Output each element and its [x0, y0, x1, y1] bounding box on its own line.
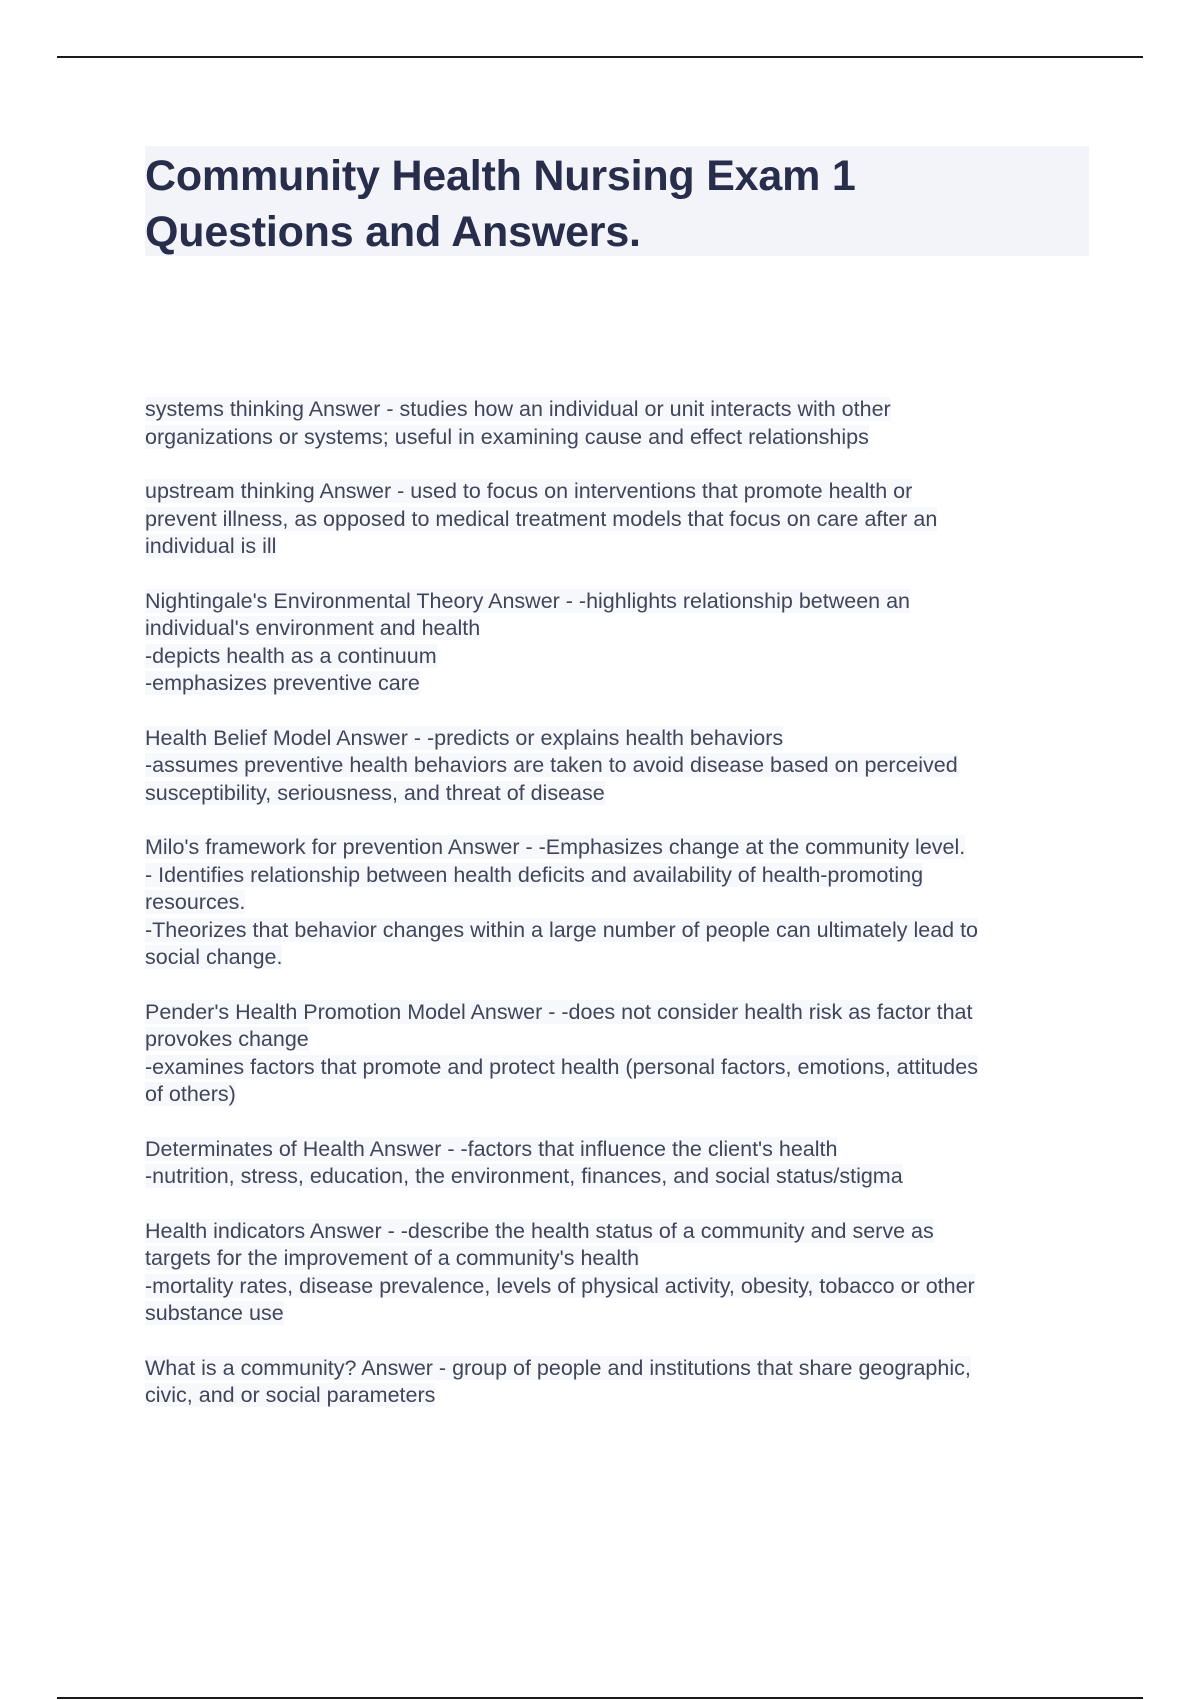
- qa-line: upstream thinking Answer - used to focus on interventions that promote health or: [145, 479, 913, 503]
- qa-line: -examines factors that promote and protect health (personal factors, emotions, attitudes: [145, 1054, 978, 1079]
- qa-line: individual's environment and health: [145, 616, 481, 640]
- qa-line: organizations or systems; useful in examining cause and effect relationships: [145, 424, 869, 449]
- qa-list: [145, 396, 1095, 1437]
- qa-line: -emphasizes preventive care: [145, 671, 420, 695]
- qa-line: Nightingale's Environmental Theory Answer - -highlights relationship between an: [145, 588, 910, 613]
- qa-line: Milo's framework for prevention Answer - -Emphasizes change at the community level.: [145, 835, 966, 859]
- qa-entry: [145, 1355, 1095, 1410]
- qa-line: susceptibility, seriousness, and threat of disease: [145, 780, 605, 805]
- qa-line: -Theorizes that behavior changes within a large number of people can ultimately lead to: [145, 917, 979, 942]
- qa-line: civic, and or social parameters: [145, 1383, 436, 1407]
- top-divider: [57, 56, 1143, 58]
- qa-line: individual is ill: [145, 534, 277, 558]
- qa-line: systems thinking Answer - studies how an individual or unit interacts with other: [145, 397, 891, 421]
- qa-line: provokes change: [145, 1027, 309, 1051]
- qa-line: Health Belief Model Answer - -predicts or explains health behaviors: [145, 725, 784, 750]
- title-line: Community Health Nursing Exam 1: [145, 152, 856, 200]
- qa-line: - Identifies relationship between health deficits and availability of health-promoting: [145, 862, 924, 887]
- qa-line: substance use: [145, 1301, 284, 1325]
- qa-entry: [145, 834, 1095, 972]
- qa-line: -nutrition, stress, education, the environment, finances, and social status/stigma: [145, 1164, 903, 1188]
- qa-line: targets for the improvement of a community's health: [145, 1246, 640, 1270]
- qa-line: Health indicators Answer - -describe the health status of a community and serve as: [145, 1218, 934, 1243]
- qa-entry: [145, 588, 1095, 698]
- qa-entry: [145, 999, 1095, 1109]
- title-block: [145, 146, 1089, 256]
- qa-line: prevent illness, as opposed to medical treatment models that focus on care after an: [145, 506, 938, 531]
- qa-line: of others): [145, 1082, 236, 1106]
- qa-entry: [145, 396, 1095, 451]
- qa-line: What is a community? Answer - group of people and institutions that share geographic,: [145, 1355, 971, 1380]
- qa-line: Determinates of Health Answer - -factors that influence the client's health: [145, 1136, 838, 1161]
- qa-line: -mortality rates, disease prevalence, levels of physical activity, obesity, tobacco or other: [145, 1273, 975, 1298]
- qa-line: Pender's Health Promotion Model Answer - -does not consider health risk as factor that: [145, 999, 973, 1024]
- qa-line: -assumes preventive health behaviors are taken to avoid disease based on perceived: [145, 753, 958, 777]
- qa-line: social change.: [145, 945, 283, 969]
- bottom-divider: [57, 1697, 1143, 1699]
- title-line: Questions and Answers.: [145, 208, 641, 256]
- document-title: [145, 146, 1089, 260]
- qa-entry: [145, 1136, 1095, 1191]
- qa-entry: [145, 725, 1095, 808]
- qa-line: resources.: [145, 890, 246, 914]
- qa-entry: [145, 1218, 1095, 1328]
- qa-entry: [145, 478, 1095, 561]
- qa-line: -depicts health as a continuum: [145, 643, 437, 668]
